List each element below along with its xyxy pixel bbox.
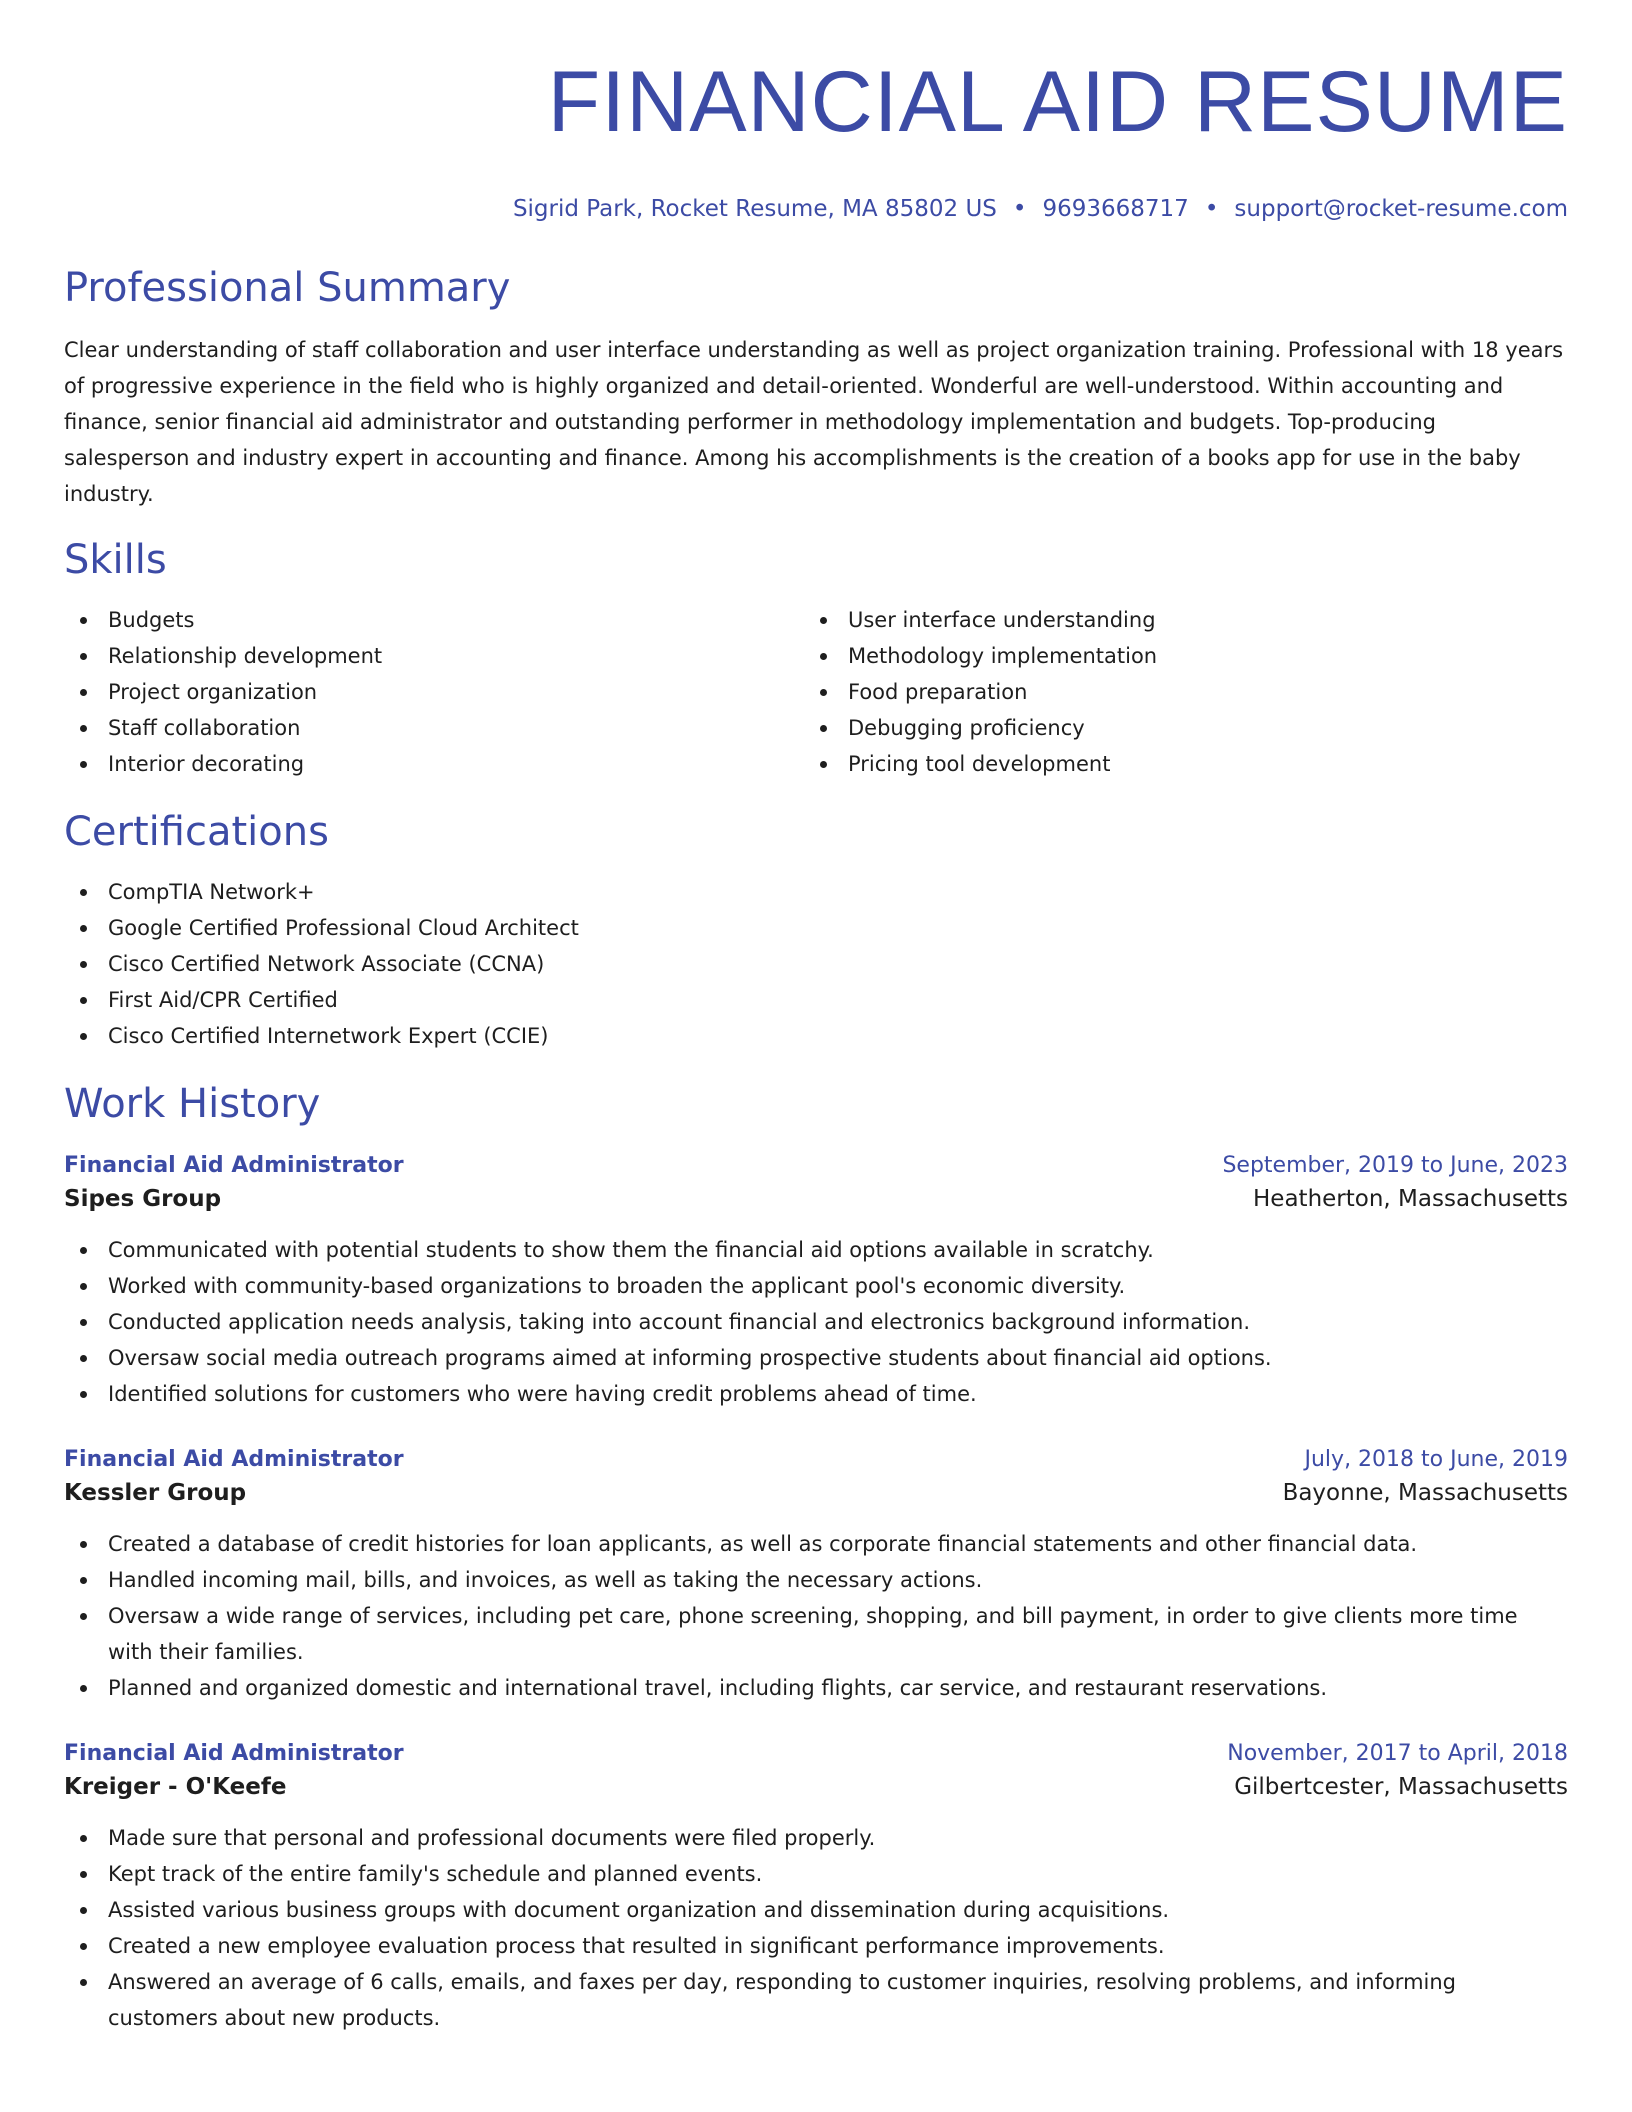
skills-columns: [64, 602, 1568, 782]
summary-text: Clear understanding of staff collaboration and user interface understanding as well as project organization training. Professional with 18 years of progressive experience in the field who is highly organized and detail-oriented. Wonderful are well-understood. Within accounting and finance, senior financial aid administrator and outstanding performer in methodology implementation and budgets. Top-producing salesperson and industry expert in accounting and finance. Among his accomplishments is the creation of a books app for use in the baby industry.: [64, 338, 1564, 506]
certification-item: CompTIA Network+: [64, 874, 1568, 910]
job-location: Bayonne, Massachusetts: [1282, 1480, 1568, 1506]
certifications-heading: Certifications: [64, 809, 329, 855]
job-dates: November, 2017 to April, 2018: [1227, 1741, 1568, 1766]
job-duty-item: Conducted application needs analysis, taking into account financial and electronics background information.: [64, 1304, 1568, 1340]
job-duty-item: Assisted various business groups with document organization and dissemination during acquisitions.: [64, 1892, 1568, 1928]
job-duty-item: Made sure that personal and professional documents were filed properly.: [64, 1820, 1568, 1856]
job-company: Kreiger - O'Keefe: [64, 1774, 287, 1800]
job-header-row: [64, 1150, 1568, 1182]
job-duty-item: Planned and organized domestic and international travel, including flights, car service, and restaurant reservations.: [64, 1670, 1568, 1706]
certifications-list: [64, 874, 1568, 1054]
skill-item: Project organization: [64, 674, 804, 710]
skill-item: Relationship development: [64, 638, 804, 674]
job-duties-list: [64, 1526, 1568, 1706]
skill-item: Interior decorating: [64, 746, 804, 782]
job-location: Heatherton, Massachusetts: [1253, 1186, 1568, 1212]
job-duty-item: Communicated with potential students to show them the financial aid options available in scratchy.: [64, 1232, 1568, 1268]
skill-item: User interface understanding: [804, 602, 1544, 638]
skills-list-left: [64, 602, 804, 782]
job-duties-list: [64, 1820, 1568, 2036]
certification-item: Cisco Certified Network Associate (CCNA): [64, 946, 1568, 982]
job-duty-item: Kept track of the entire family's schedule and planned events.: [64, 1856, 1568, 1892]
job-duty-item: Handled incoming mail, bills, and invoices, as well as taking the necessary actions.: [64, 1562, 1568, 1598]
job-title: Financial Aid Administrator: [64, 1741, 404, 1766]
job-company-row: [64, 1182, 1568, 1216]
job-entry: [64, 1150, 1568, 1412]
contact-phone[interactable]: 9693668717: [1042, 196, 1189, 222]
job-duty-item: Created a database of credit histories for loan applicants, as well as corporate financial statements and other financial data.: [64, 1526, 1568, 1562]
resume-title: FINANCIAL AID RESUME: [547, 54, 1568, 150]
skill-item: Debugging proficiency: [804, 710, 1544, 746]
job-company-row: [64, 1770, 1568, 1804]
skill-item: Methodology implementation: [804, 638, 1544, 674]
contact-separator: •: [1204, 196, 1219, 222]
work-history-heading: Work History: [64, 1081, 321, 1127]
summary-heading: Professional Summary: [64, 265, 511, 311]
skill-item: Food preparation: [804, 674, 1544, 710]
job-location: Gilbertcester, Massachusetts: [1234, 1774, 1568, 1800]
contact-separator: •: [1012, 196, 1027, 222]
contact-address: Sigrid Park, Rocket Resume, MA 85802 US: [512, 196, 997, 222]
skills-list-right: [804, 602, 1544, 782]
contact-email[interactable]: support@rocket-resume.com: [1234, 196, 1568, 222]
job-entry: [64, 1738, 1568, 2036]
certification-item: Cisco Certified Internetwork Expert (CCIE): [64, 1018, 1568, 1054]
job-title: Financial Aid Administrator: [64, 1153, 404, 1178]
job-duty-item: Identified solutions for customers who were having credit problems ahead of time.: [64, 1376, 1568, 1412]
job-dates: September, 2019 to June, 2023: [1222, 1153, 1568, 1178]
skill-item: Budgets: [64, 602, 804, 638]
job-entry: [64, 1444, 1568, 1706]
job-duty-item: Created a new employee evaluation process that resulted in significant performance improvements.: [64, 1928, 1568, 1964]
job-duty-item: Worked with community-based organizations to broaden the applicant pool's economic diversity.: [64, 1268, 1568, 1304]
skill-item: Pricing tool development: [804, 746, 1544, 782]
job-company: Sipes Group: [64, 1186, 222, 1212]
job-company-row: [64, 1476, 1568, 1510]
skill-item: Staff collaboration: [64, 710, 804, 746]
job-duty-item: Answered an average of 6 calls, emails, and faxes per day, responding to customer inquiries, resolving problems, and informing customers about new products.: [64, 1964, 1568, 2036]
job-header-row: [64, 1444, 1568, 1476]
job-duty-item: Oversaw social media outreach programs aimed at informing prospective students about financial aid options.: [64, 1340, 1568, 1376]
job-company: Kessler Group: [64, 1480, 247, 1506]
job-duties-list: [64, 1232, 1568, 1412]
job-header-row: [64, 1738, 1568, 1770]
job-title: Financial Aid Administrator: [64, 1447, 404, 1472]
job-duty-item: Oversaw a wide range of services, including pet care, phone screening, shopping, and bill payment, in order to give clients more time with their families.: [64, 1598, 1568, 1670]
resume-header: [64, 0, 1568, 224]
certification-item: Google Certified Professional Cloud Architect: [64, 910, 1568, 946]
certification-item: First Aid/CPR Certified: [64, 982, 1568, 1018]
job-dates: July, 2018 to June, 2019: [1304, 1447, 1568, 1472]
skills-heading: Skills: [64, 537, 167, 583]
contact-line: [64, 194, 1568, 224]
